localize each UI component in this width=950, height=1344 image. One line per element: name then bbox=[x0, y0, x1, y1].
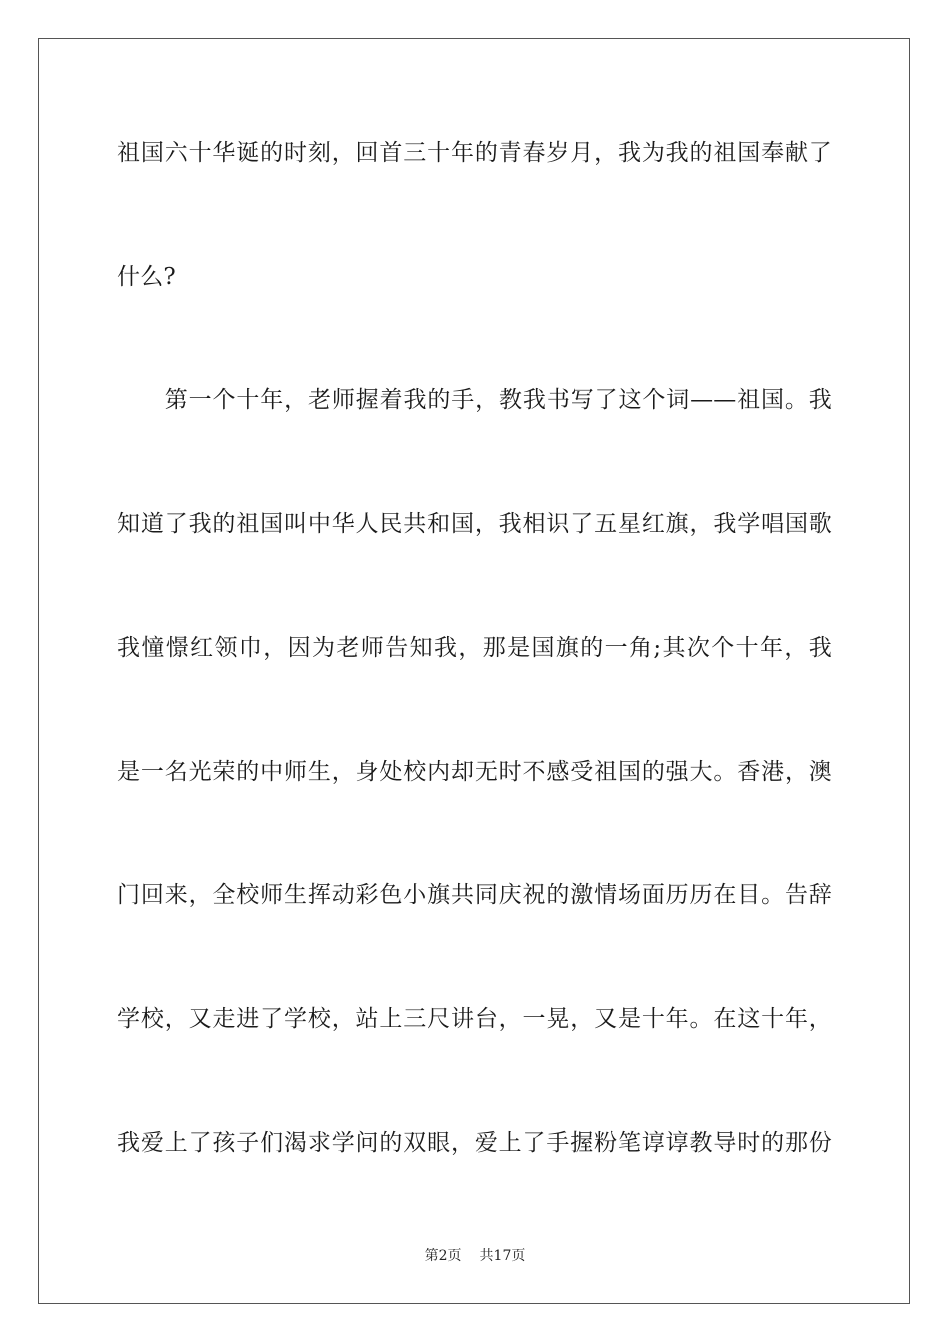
page-number: 第2页 bbox=[424, 1248, 462, 1264]
body-text-line-1: 祖国六十华诞的时刻，回首三十年的青春岁月，我为我的祖国奉献了 bbox=[117, 140, 832, 166]
body-text-line-9: 我爱上了孩子们渴求学问的双眼，爱上了手握粉笔谆谆教导时的那份 bbox=[117, 1130, 832, 1156]
page-footer bbox=[0, 1247, 950, 1265]
body-text-line-8: 学校，又走进了学校，站上三尺讲台，一晃，又是十年。在这十年， bbox=[117, 1006, 832, 1032]
body-text-line-4: 知道了我的祖国叫中华人民共和国，我相识了五星红旗，我学唱国歌 bbox=[117, 511, 832, 537]
body-text-line-3: 第一个十年，老师握着我的手，教我书写了这个词——祖国。我 bbox=[117, 387, 832, 413]
page-total: 共17页 bbox=[479, 1248, 526, 1264]
page-frame bbox=[38, 38, 910, 1304]
body-text-line-5: 我憧憬红领巾，因为老师告知我，那是国旗的一角;其次个十年，我 bbox=[117, 635, 832, 661]
body-text-line-6: 是一名光荣的中师生，身处校内却无时不感受祖国的强大。香港，澳 bbox=[117, 759, 832, 785]
body-text-line-7: 门回来，全校师生挥动彩色小旗共同庆祝的激情场面历历在目。告辞 bbox=[117, 882, 832, 908]
body-text-line-2: 什么? bbox=[117, 264, 176, 290]
